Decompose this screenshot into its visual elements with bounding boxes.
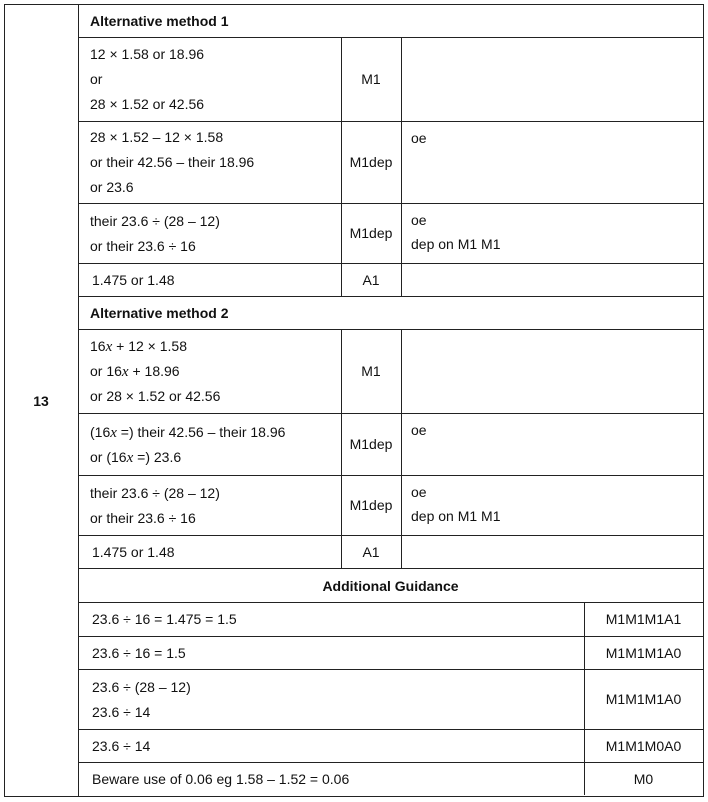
guidance-line: Beware use of 0.06 eg 1.58 – 1.52 = 0.06 — [92, 770, 350, 787]
question-column-divider — [78, 4, 79, 797]
row-divider — [78, 413, 703, 414]
comment-line: oe — [411, 422, 427, 438]
expression-part: + 12 × 1.58 — [112, 338, 187, 354]
variable: x — [110, 424, 117, 441]
variable: x — [126, 449, 134, 466]
row-divider — [78, 602, 703, 603]
row-divider — [78, 121, 703, 122]
guidance-mark: M1M1M0A0 — [605, 737, 682, 754]
comment-line: dep on M1 M1 — [411, 508, 501, 524]
mark-code: A1 — [362, 543, 380, 560]
comment-line: oe — [411, 484, 427, 500]
comment-line: dep on M1 M1 — [411, 236, 501, 252]
expression-part: or 16 — [90, 363, 122, 379]
comment-column-divider — [401, 413, 402, 475]
comment-line: oe — [411, 212, 427, 228]
expression-part: =) 23.6 — [133, 448, 182, 465]
working-line: 28 × 1.52 or 42.56 — [90, 96, 205, 112]
working-line: 1.475 or 1.48 — [92, 543, 175, 560]
row-divider — [78, 729, 703, 730]
comment-column-divider — [401, 535, 402, 568]
working-line — [90, 424, 285, 441]
comment-column-divider — [401, 203, 402, 263]
working-line: or their 42.56 – their 18.96 — [90, 154, 255, 170]
guidance-mark: M1M1M1A1 — [605, 611, 682, 627]
method-heading: Alternative method 1 — [90, 13, 229, 29]
row-divider — [78, 296, 703, 297]
comment-column-divider — [401, 329, 402, 413]
comment-column-divider — [401, 37, 402, 121]
row-divider — [78, 669, 703, 670]
expression-part: + 18.96 — [128, 363, 180, 379]
mark-code: M1 — [361, 71, 381, 87]
guidance-mark: M1M1M1A0 — [605, 644, 682, 661]
guidance-line: 23.6 ÷ (28 – 12) — [92, 678, 191, 695]
expression-part: (16 — [90, 423, 111, 440]
guidance-mark: M0 — [633, 770, 654, 787]
row-divider — [78, 568, 703, 569]
expression-part: or (16 — [90, 448, 127, 465]
variable: x — [121, 364, 129, 380]
working-line: 1.475 or 1.48 — [92, 271, 175, 288]
comment-column-divider — [401, 121, 402, 203]
variable: x — [105, 339, 113, 355]
working-line — [90, 338, 187, 355]
guidance-heading: Additional Guidance — [322, 578, 459, 594]
comment-column-divider — [401, 263, 402, 296]
row-divider — [78, 535, 703, 536]
mark-code: M1dep — [349, 225, 393, 241]
guidance-line: 23.6 ÷ 16 = 1.475 = 1.5 — [92, 611, 237, 627]
question-number: 13 — [33, 393, 49, 409]
guidance-line: 23.6 ÷ 14 — [92, 703, 151, 720]
working-line: their 23.6 ÷ (28 – 12) — [90, 484, 220, 501]
mark-code: M1dep — [349, 497, 393, 513]
row-divider — [78, 636, 703, 637]
guidance-line: 23.6 ÷ 16 = 1.5 — [92, 644, 186, 661]
guidance-mark: M1M1M1A0 — [605, 691, 682, 707]
expression-part: =) their 42.56 – their 18.96 — [116, 423, 286, 440]
expression-part: 16 — [90, 338, 106, 354]
working-line: or their 23.6 ÷ 16 — [90, 237, 196, 254]
comment-column-divider — [401, 475, 402, 535]
mark-code: M1dep — [349, 154, 393, 170]
working-line — [90, 363, 180, 380]
row-divider — [78, 263, 703, 264]
working-line: 28 × 1.52 – 12 × 1.58 — [90, 129, 224, 145]
working-line: or 23.6 — [90, 179, 134, 195]
working-line: their 23.6 ÷ (28 – 12) — [90, 212, 220, 229]
working-line: or their 23.6 ÷ 16 — [90, 509, 196, 526]
method-heading: Alternative method 2 — [90, 305, 229, 321]
row-divider — [78, 37, 703, 38]
guidance-line: 23.6 ÷ 14 — [92, 737, 151, 754]
working-line — [90, 449, 181, 466]
working-line: 12 × 1.58 or 18.96 — [90, 46, 205, 62]
row-divider — [78, 203, 703, 204]
mark-code: M1 — [361, 363, 381, 379]
working-line: or 28 × 1.52 or 42.56 — [90, 388, 221, 404]
mark-code: M1dep — [349, 436, 393, 452]
working-line: or — [90, 71, 103, 87]
row-divider — [78, 329, 703, 330]
mark-code: A1 — [362, 271, 380, 288]
row-divider — [78, 762, 703, 763]
row-divider — [78, 475, 703, 476]
comment-line: oe — [411, 130, 427, 146]
